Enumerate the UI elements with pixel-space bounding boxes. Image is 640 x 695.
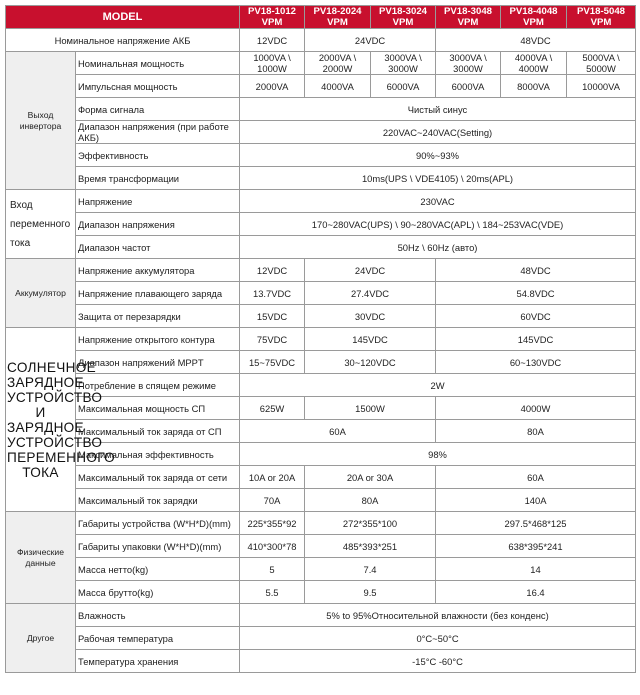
cell: 230VAC bbox=[240, 190, 636, 213]
table-row bbox=[6, 535, 636, 558]
cell: 8000VA bbox=[501, 75, 567, 98]
table-row bbox=[6, 52, 636, 75]
table-row bbox=[6, 167, 636, 190]
cell: 297.5*468*125 bbox=[436, 512, 636, 535]
cell: 2W bbox=[240, 374, 636, 397]
cell: 272*355*100 bbox=[305, 512, 436, 535]
cell: 4000VA bbox=[305, 75, 371, 98]
row-label: Напряжение аккумулятора bbox=[76, 259, 240, 282]
cell: 13.7VDC bbox=[240, 282, 305, 305]
cell: 70A bbox=[240, 489, 305, 512]
group-battery: Аккумулятор bbox=[6, 259, 76, 328]
cell: 54.8VDC bbox=[436, 282, 636, 305]
group-inverter: Выход инвертора bbox=[6, 52, 76, 190]
cell: 170~280VAC(UPS) \ 90~280VAC(APL) \ 184~253VAC(VDE) bbox=[240, 213, 636, 236]
cell: 14 bbox=[436, 558, 636, 581]
model-1012: PV18-1012 VPM bbox=[240, 6, 305, 29]
cell: 30VDC bbox=[305, 305, 436, 328]
cell: 2000VA bbox=[240, 75, 305, 98]
table-row bbox=[6, 489, 636, 512]
cell: 15~75VDC bbox=[240, 351, 305, 374]
cell: 9.5 bbox=[305, 581, 436, 604]
cell: 15VDC bbox=[240, 305, 305, 328]
cell: 140A bbox=[436, 489, 636, 512]
nominal-48: 48VDC bbox=[436, 29, 636, 52]
cell: 4000VA \ 4000W bbox=[501, 52, 567, 75]
table-row bbox=[6, 190, 636, 213]
cell: 6000VA bbox=[436, 75, 501, 98]
cell: 410*300*78 bbox=[240, 535, 305, 558]
cell: 60~130VDC bbox=[436, 351, 636, 374]
group-ac-input: Вход переменного тока bbox=[6, 190, 76, 259]
table-row bbox=[6, 650, 636, 673]
cell: 98% bbox=[240, 443, 636, 466]
row-label: Масса брутто(kg) bbox=[76, 581, 240, 604]
row-label: Защита от перезарядки bbox=[76, 305, 240, 328]
cell: 27.4VDC bbox=[305, 282, 436, 305]
cell: 220VAC~240VAC(Setting) bbox=[240, 121, 636, 144]
cell: 1500W bbox=[305, 397, 436, 420]
cell: 5.5 bbox=[240, 581, 305, 604]
cell: 50Hz \ 60Hz (авто) bbox=[240, 236, 636, 259]
row-label: Форма сигнала bbox=[76, 98, 240, 121]
row-label: Максимальная эффективность bbox=[76, 443, 240, 466]
table-row bbox=[6, 581, 636, 604]
row-label: Максимальный ток заряда от СП bbox=[76, 420, 240, 443]
cell: 4000W bbox=[436, 397, 636, 420]
cell: 638*395*241 bbox=[436, 535, 636, 558]
cell: Чистый синус bbox=[240, 98, 636, 121]
table-row bbox=[6, 282, 636, 305]
table-row bbox=[6, 328, 636, 351]
row-label: Эффективность bbox=[76, 144, 240, 167]
cell: 2000VA \ 2000W bbox=[305, 52, 371, 75]
cell: 6000VA bbox=[371, 75, 436, 98]
cell: 20A or 30A bbox=[305, 466, 436, 489]
cell: 60A bbox=[436, 466, 636, 489]
table-row bbox=[6, 75, 636, 98]
cell: 5% to 95%Относительной влажности (без конденс) bbox=[240, 604, 636, 627]
row-label: Максимальный ток зарядки bbox=[76, 489, 240, 512]
cell: 60VDC bbox=[436, 305, 636, 328]
row-label: Максимальный ток заряда от сети bbox=[76, 466, 240, 489]
cell: 10A or 20A bbox=[240, 466, 305, 489]
cell: 3000VA \ 3000W bbox=[371, 52, 436, 75]
row-label: Габариты устройства (W*H*D)(mm) bbox=[76, 512, 240, 535]
cell: 145VDC bbox=[305, 328, 436, 351]
table-row bbox=[6, 121, 636, 144]
cell: 16.4 bbox=[436, 581, 636, 604]
row-label: Диапазон напряжения (при работе АКБ) bbox=[76, 121, 240, 144]
row-label: Максимальная мощность СП bbox=[76, 397, 240, 420]
spec-table bbox=[5, 5, 636, 673]
group-solar-charger: СОЛНЕЧНОЕ ЗАРЯДНОЕ УСТРОЙСТВО И ЗАРЯДНОЕ УСТРОЙСТВО ПЕРЕМЕННОГО ТОКА bbox=[6, 328, 76, 512]
cell: 60A bbox=[240, 420, 436, 443]
table-row bbox=[6, 627, 636, 650]
cell: 80A bbox=[305, 489, 436, 512]
cell: 80A bbox=[436, 420, 636, 443]
model-header: MODEL bbox=[6, 6, 240, 29]
cell: 24VDC bbox=[305, 259, 436, 282]
cell: 7.4 bbox=[305, 558, 436, 581]
row-label: Импульсная мощность bbox=[76, 75, 240, 98]
group-physical: Физические данные bbox=[6, 512, 76, 604]
row-label: Диапазон напряжения bbox=[76, 213, 240, 236]
table-row bbox=[6, 305, 636, 328]
row-label: Напряжение bbox=[76, 190, 240, 213]
group-other: Другое bbox=[6, 604, 76, 673]
row-label: Масса нетто(kg) bbox=[76, 558, 240, 581]
table-row bbox=[6, 236, 636, 259]
cell: 10ms(UPS \ VDE4105) \ 20ms(APL) bbox=[240, 167, 636, 190]
table-row bbox=[6, 144, 636, 167]
table-row bbox=[6, 351, 636, 374]
row-label: Температура хранения bbox=[76, 650, 240, 673]
cell: 3000VA \ 3000W bbox=[436, 52, 501, 75]
cell: 10000VA bbox=[567, 75, 636, 98]
row-label: Рабочая температура bbox=[76, 627, 240, 650]
cell: 485*393*251 bbox=[305, 535, 436, 558]
cell: 0°C~50°C bbox=[240, 627, 636, 650]
cell: 5000VA \ 5000W bbox=[567, 52, 636, 75]
row-label: Габариты упаковки (W*H*D)(mm) bbox=[76, 535, 240, 558]
table-row bbox=[6, 259, 636, 282]
row-label: Влажность bbox=[76, 604, 240, 627]
cell: 48VDC bbox=[436, 259, 636, 282]
model-2024: PV18-2024 VPM bbox=[305, 6, 371, 29]
cell: 225*355*92 bbox=[240, 512, 305, 535]
row-label: Напряжение открытого контура bbox=[76, 328, 240, 351]
cell: 145VDC bbox=[436, 328, 636, 351]
cell: -15°C -60°C bbox=[240, 650, 636, 673]
nominal-12: 12VDC bbox=[240, 29, 305, 52]
model-5048: PV18-5048 VPM bbox=[567, 6, 636, 29]
cell: 1000VA \ 1000W bbox=[240, 52, 305, 75]
cell: 5 bbox=[240, 558, 305, 581]
cell: 75VDC bbox=[240, 328, 305, 351]
table-row bbox=[6, 558, 636, 581]
model-3024: PV18-3024 VPM bbox=[371, 6, 436, 29]
table-row bbox=[6, 604, 636, 627]
model-4048: PV18-4048 VPM bbox=[501, 6, 567, 29]
row-label: Напряжение плавающего заряда bbox=[76, 282, 240, 305]
cell: 625W bbox=[240, 397, 305, 420]
table-row bbox=[6, 213, 636, 236]
nominal-label: Номинальное напряжение АКБ bbox=[6, 29, 240, 52]
header-row bbox=[6, 6, 636, 29]
cell: 12VDC bbox=[240, 259, 305, 282]
row-label: Потребление в спящем режиме bbox=[76, 374, 240, 397]
cell: 30~120VDC bbox=[305, 351, 436, 374]
row-label: Время трансформации bbox=[76, 167, 240, 190]
row-label: Диапазон напряжений MPPT bbox=[76, 351, 240, 374]
table-row bbox=[6, 512, 636, 535]
table-row bbox=[6, 98, 636, 121]
row-label: Номинальная мощность bbox=[76, 52, 240, 75]
nominal-row bbox=[6, 29, 636, 52]
nominal-24: 24VDC bbox=[305, 29, 436, 52]
model-3048: PV18-3048 VPM bbox=[436, 6, 501, 29]
cell: 90%~93% bbox=[240, 144, 636, 167]
row-label: Диапазон частот bbox=[76, 236, 240, 259]
table-row bbox=[6, 466, 636, 489]
